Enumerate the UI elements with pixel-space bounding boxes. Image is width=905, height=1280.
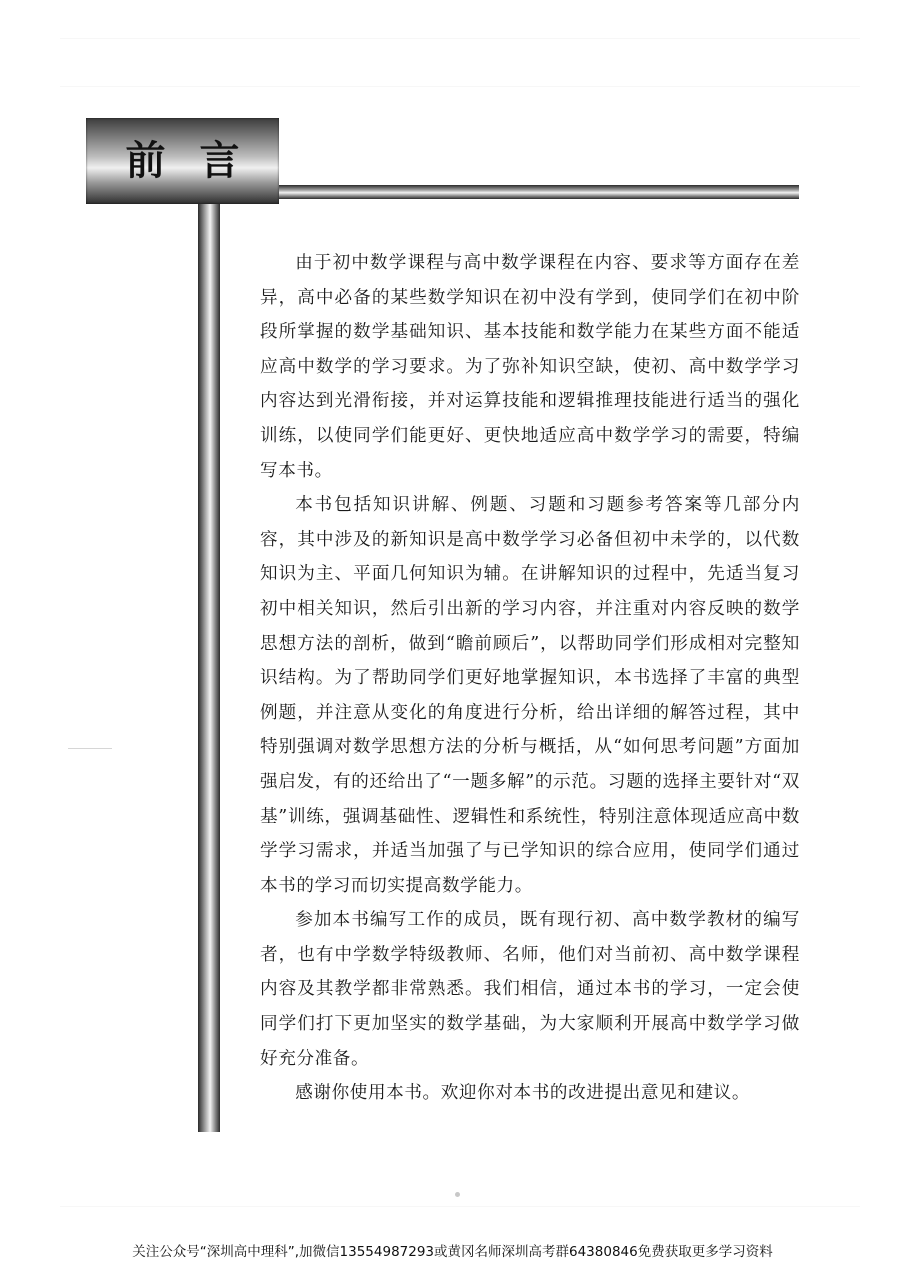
- paragraph-3: 参加本书编写工作的成员，既有现行初、高中数学教材的编写者，也有中学数学特级教师、名师，他们对当前初、高中数学课程内容及其教学都非常熟悉。我们相信，通过本书的学习，一定会使同学们打下更加坚实的数学基础，为大家顺利开展高中数学学习做好充分准备。: [260, 910, 800, 1069]
- page-title: 前言: [125, 138, 274, 184]
- scan-artifact: [60, 86, 860, 87]
- paragraph-1: 由于初中数学课程与高中数学课程在内容、要求等方面存在差异，高中必备的某些数学知识在初中没有学到，使同学们在初中阶段所掌握的数学基础知识、基本技能和数学能力在某些方面不能适应高中数学的学习要求。为了弥补知识空缺，使初、高中数学学习内容达到光滑衔接，并对运算技能和逻辑推理技能进行适当的强化训练，以使同学们能更好、更快地适应高中数学学习的需要，特编写本书。: [260, 253, 800, 481]
- horizontal-rule: [279, 185, 799, 199]
- scan-artifact: [60, 38, 860, 39]
- scan-speck: [455, 1192, 460, 1197]
- vertical-rule: [198, 204, 220, 1132]
- paragraph-2: 本书包括知识讲解、例题、习题和习题参考答案等几部分内容，其中涉及的新知识是高中数学学习必备但初中未学的，以代数知识为主、平面几何知识为辅。在讲解知识的过程中，先适当复习初中相关知识，然后引出新的学习内容，并注重对内容反映的数学思想方法的剖析，做到“瞻前顾后”，以帮助同学们形成相对完整知识结构。为了帮助同学们更好地掌握知识，本书选择了丰富的典型例题，并注意从变化的角度进行分析，给出详细的解答过程，其中特别强调对数学思想方法的分析与概括，从“如何思考问题”方面加强启发，有的还给出了“一题多解”的示范。习题的选择主要针对“双基”训练，强调基础性、逻辑性和系统性，特别注意体现适应高中数学学习需求，并适当加强了与已学知识的综合应用，使同学们通过本书的学习而切实提高数学能力。: [260, 495, 800, 896]
- paragraph-4: 感谢你使用本书。欢迎你对本书的改进提出意见和建议。: [295, 1083, 751, 1104]
- footer-note: 关注公众号“深圳高中理科”,加微信13554987293或黄冈名师深圳高考群64380846免费获取更多学习资料: [132, 1244, 773, 1260]
- scan-artifact: [60, 1206, 860, 1207]
- scan-artifact: [68, 748, 112, 749]
- preface-body: [260, 246, 800, 1111]
- heading-banner: [86, 118, 279, 204]
